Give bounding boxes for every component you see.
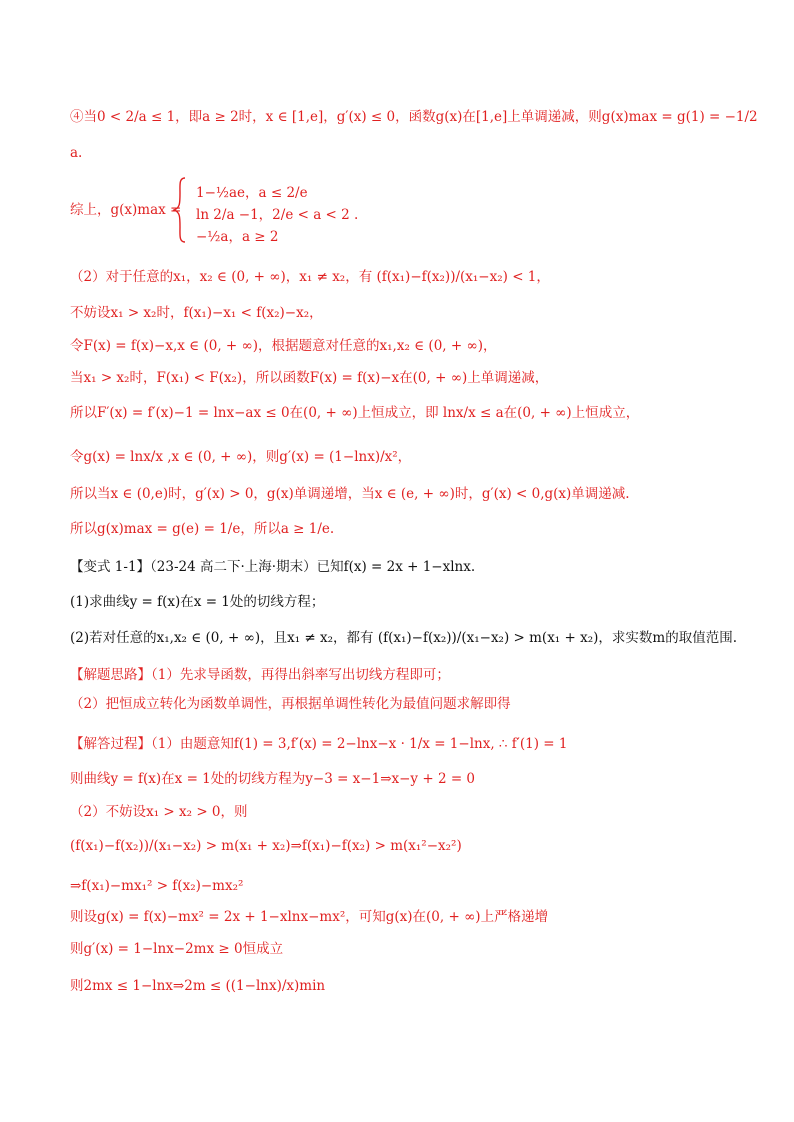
- solution-line8: 则2mx ≤ 1−lnx⇒2m ≤ ((1−lnx)/x)min: [70, 978, 326, 994]
- part2-line5: 所以F′(x) = f′(x)−1 = lnx−ax ≤ 0在(0, + ∞)上恒成立，即 lnx/x ≤ a在(0, + ∞)上恒成立，: [70, 405, 640, 421]
- approach-text1: （1）先求导函数，再得出斜率写出切线方程即可；: [151, 667, 450, 683]
- part2-line7: 所以当x ∈ (0,e)时，g′(x) > 0，g(x)单调递增，当x ∈ (e, + ∞)时，g′(x) < 0,g(x)单调递减.: [70, 486, 630, 502]
- summary-label: 综上，g(x)max =: [70, 202, 182, 218]
- part2-line1: （2）对于任意的x₁，x₂ ∈ (0, + ∞)，x₁ ≠ x₂，有 (f(x₁)−f(x₂))/(x₁−x₂) < 1，: [70, 269, 550, 285]
- solution-line6: 则设g(x) = f(x)−mx² = 2x + 1−xlnx−mx²，可知g(x)在(0, + ∞)上严格递增: [70, 909, 549, 925]
- solution-line7: 则g′(x) = 1−lnx−2mx ≥ 0恒成立: [70, 941, 284, 957]
- variant-source: （23-24 高二下·上海·期末）: [150, 559, 317, 575]
- part2-line8: 所以g(x)max = g(e) = 1/e，所以a ≥ 1/e.: [70, 521, 335, 537]
- solution-tag: 【解答过程】: [70, 736, 151, 752]
- part2-line2: 不妨设x₁ > x₂时，f(x₁)−x₁ < f(x₂)−x₂，: [70, 305, 323, 321]
- solution-line5: ⇒f(x₁)−mx₁² > f(x₂)−mx₂²: [70, 878, 244, 894]
- part2-line6: 令g(x) = lnx/x ,x ∈ (0, + ∞)，则g′(x) = (1−lnx)/x²，: [70, 449, 412, 465]
- piece-2: ln 2/a −1，2/e < a < 2 .: [196, 207, 359, 223]
- question-2: (2)若对任意的x₁,x₂ ∈ (0, + ∞)，且x₁ ≠ x₂，都有 (f(x₁)−f(x₂))/(x₁−x₂) > m(x₁ + x₂)，求实数m的取值范围.: [70, 630, 737, 646]
- approach-line2: （2）把恒成立转化为函数单调性，再根据单调性转化为最值问题求解即得: [70, 696, 511, 712]
- approach-tag: 【解题思路】: [70, 667, 151, 683]
- solution-line4: (f(x₁)−f(x₂))/(x₁−x₂) > m(x₁ + x₂)⇒f(x₁)−f(x₂) > m(x₁²−x₂²): [70, 838, 462, 854]
- part2-line4: 当x₁ > x₂时，F(x₁) < F(x₂)，所以函数F(x) = f(x)−x在(0, + ∞)上单调递减，: [70, 370, 549, 386]
- solution-line2: 则曲线y = f(x)在x = 1处的切线方程为y−3 = x−1⇒x−y + 2 = 0: [70, 771, 476, 787]
- approach-line1: [70, 665, 724, 685]
- variant-given: 已知f(x) = 2x + 1−xlnx.: [316, 559, 476, 575]
- case-4-line: ④当0 < 2/a ≤ 1，即a ≥ 2时，x ∈ [1,e]，g′(x) ≤ 0，函数g(x)在[1,e]上单调递减，则g(x)max = g(1) = −1/2: [70, 109, 758, 125]
- solution-text1: （1）由题意知f(1) = 3,f′(x) = 2−lnx−x · 1/x = 1−lnx, ∴ f′(1) = 1: [151, 736, 568, 752]
- solution-line1: [70, 734, 724, 754]
- part2-line3: 令F(x) = f(x)−x,x ∈ (0, + ∞)，根据题意对任意的x₁,x₂ ∈ (0, + ∞)，: [70, 338, 497, 354]
- variant-title: [70, 557, 724, 577]
- case-4-cont: a.: [70, 145, 83, 161]
- solution-line3: （2）不妨设x₁ > x₂ > 0，则: [70, 804, 248, 820]
- variant-tag: 【变式 1-1】: [70, 559, 151, 575]
- piece-3: −½a，a ≥ 2: [196, 229, 279, 245]
- left-brace-icon: [173, 177, 187, 243]
- piece-1: 1−½ae，a ≤ 2/e: [196, 185, 308, 201]
- question-1: (1)求曲线y = f(x)在x = 1处的切线方程；: [70, 594, 325, 610]
